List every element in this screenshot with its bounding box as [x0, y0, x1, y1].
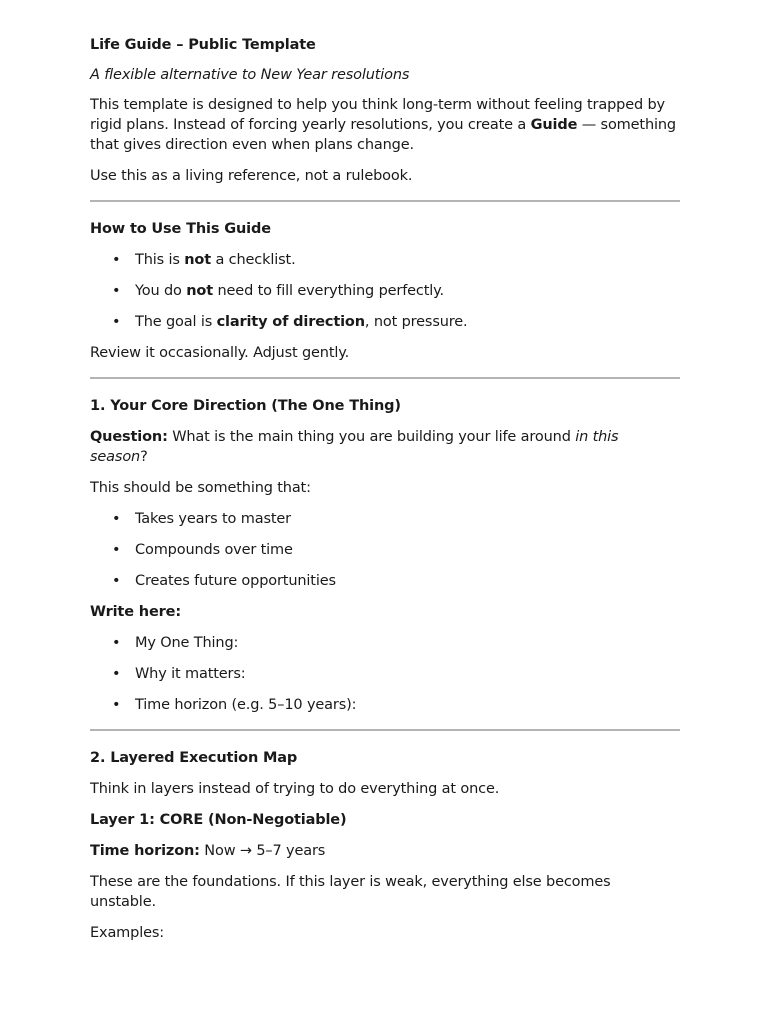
how-to-use-list — [90, 250, 680, 332]
list-item — [90, 281, 680, 301]
section-divider — [90, 377, 680, 379]
list-item-text: Time horizon (e.g. 5–10 years): — [135, 697, 357, 713]
section-divider — [90, 729, 680, 731]
question-label: Question: — [90, 429, 168, 445]
list-item-bold: clarity of direction — [216, 314, 365, 330]
list-item-text: Compounds over time — [135, 542, 293, 558]
list-item-text: Why it matters: — [135, 666, 246, 682]
bullet-icon: • — [112, 573, 121, 589]
intro-text-guide: Guide — [530, 117, 578, 133]
list-item — [90, 695, 680, 715]
how-to-use-closing: Review it occasionally. Adjust gently. — [90, 345, 350, 361]
document-subtitle: A flexible alternative to New Year resolutions — [90, 67, 410, 83]
core-question — [90, 427, 680, 467]
execution-map-heading: 2. Layered Execution Map — [90, 750, 298, 766]
question-italic: in this season — [90, 429, 619, 465]
document-title: Life Guide – Public Template — [90, 37, 316, 53]
bullet-icon: • — [112, 252, 121, 268]
bullet-icon: • — [112, 283, 121, 299]
prompts-list — [90, 633, 680, 715]
list-item — [90, 312, 680, 332]
list-item — [90, 250, 680, 270]
bullet-icon: • — [112, 666, 121, 682]
list-item — [90, 633, 680, 653]
list-item-text: Takes years to master — [135, 511, 291, 527]
time-horizon-label: Time horizon: — [90, 843, 200, 859]
document-content — [90, 35, 680, 954]
list-item-post: a checklist. — [211, 252, 296, 268]
list-item-text: Creates future opportunities — [135, 573, 336, 589]
core-direction-heading: 1. Your Core Direction (The One Thing) — [90, 398, 401, 414]
intro-paragraph — [90, 95, 680, 155]
question-end: ? — [140, 449, 148, 465]
write-here-label: Write here: — [90, 604, 181, 620]
foundations-text: These are the foundations. If this layer is weak, everything else becomes unstable. — [90, 874, 611, 910]
intro-note: Use this as a living reference, not a rulebook. — [90, 168, 413, 184]
examples-label: Examples: — [90, 925, 164, 941]
intro-text-start: This template is designed to help you think long-term without feeling trapped by rigid plans. Instead of forcing yearly resolutions, you create a — [90, 97, 665, 133]
execution-map-intro: Think in layers instead of trying to do everything at once. — [90, 781, 500, 797]
list-item-pre: The goal is — [135, 314, 217, 330]
list-item — [90, 571, 680, 591]
list-item — [90, 540, 680, 560]
bullet-icon: • — [112, 314, 121, 330]
list-item-post: , not pressure. — [364, 314, 468, 330]
list-item-pre: You do — [135, 283, 187, 299]
list-item — [90, 664, 680, 684]
bullet-icon: • — [112, 697, 121, 713]
question-text: What is the main thing you are building your life around — [167, 429, 576, 445]
list-item-text: My One Thing: — [135, 635, 239, 651]
time-horizon — [90, 841, 680, 861]
bullet-icon: • — [112, 542, 121, 558]
bullet-icon: • — [112, 511, 121, 527]
layer1-heading: Layer 1: CORE (Non-Negotiable) — [90, 812, 347, 828]
list-item-pre: This is — [135, 252, 185, 268]
list-item-bold: not — [186, 283, 214, 299]
bullet-icon: • — [112, 635, 121, 651]
time-horizon-value: Now → 5–7 years — [199, 843, 326, 859]
how-to-use-heading: How to Use This Guide — [90, 221, 271, 237]
list-item-post: need to fill everything perfectly. — [213, 283, 444, 299]
should-be-text: This should be something that: — [90, 480, 311, 496]
intro-text-end: — something that gives direction even when plans change. — [90, 117, 676, 153]
list-item-bold: not — [184, 252, 212, 268]
criteria-list — [90, 509, 680, 591]
list-item — [90, 509, 680, 529]
section-divider — [90, 200, 680, 202]
